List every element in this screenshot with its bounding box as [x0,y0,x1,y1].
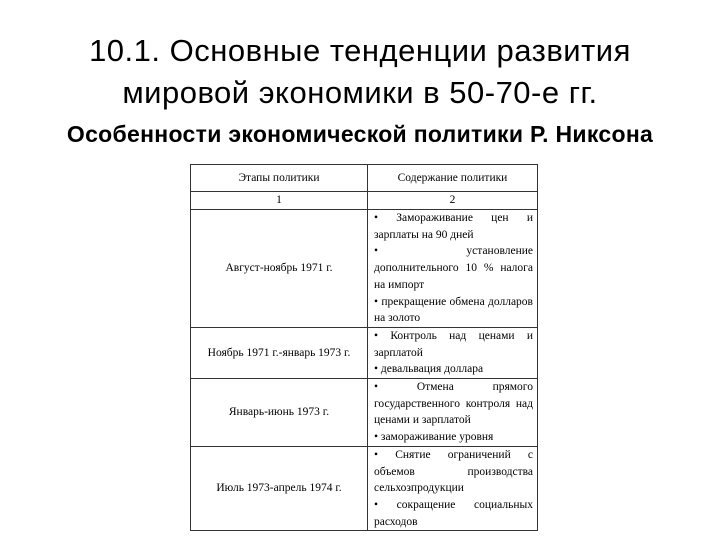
table-row [191,379,538,447]
slide-title-line-2: мировой экономики в 50-70-е гг. [122,75,598,110]
content-cell [368,379,538,447]
period-cell: Июль 1973-апрель 1974 г. [191,446,368,531]
policy-item: • Снятие ограничений с объемов производства сельхозпродукции [374,448,533,495]
header-stages: Этапы политики [191,165,368,192]
policy-item: • Контроль над ценами и зарплатой [374,329,533,359]
table-row [191,210,538,328]
slide-subtitle: Особенности экономической политики Р. Никсона [66,121,654,147]
policy-item: • установление дополнительного 10 % налога на импорт [374,245,533,291]
content-cell [368,210,538,328]
policy-item: • девальвация доллара [374,363,484,376]
policy-item: • Отмена прямого государственного контроля над ценами и зарплатой [374,381,533,427]
slide-title-line-1: 10.1. Основные тенденции развития [89,33,631,68]
nixon-policy-table [190,164,538,531]
header-content: Содержание политики [368,165,538,192]
table-header-row [191,165,538,192]
period-cell: Август-ноябрь 1971 г. [191,210,368,328]
content-cell [368,327,538,378]
policy-item: • замораживание уровня [374,431,494,444]
slide-title [0,30,720,114]
table-row [191,327,538,378]
period-cell: Ноябрь 1971 г.-январь 1973 г. [191,327,368,378]
policy-item: • сокращение социальных расходов [374,498,533,528]
policy-item: • прекращение обмена долларов на золото [374,295,533,325]
table-number-row [191,192,538,210]
column-number-2: 2 [368,192,538,210]
column-number-1: 1 [191,192,368,210]
table-row [191,446,538,531]
policy-item: • Замораживание цен и зарплаты на 90 дней [374,212,533,241]
content-cell [368,446,538,531]
period-cell: Январь-июнь 1973 г. [191,379,368,447]
